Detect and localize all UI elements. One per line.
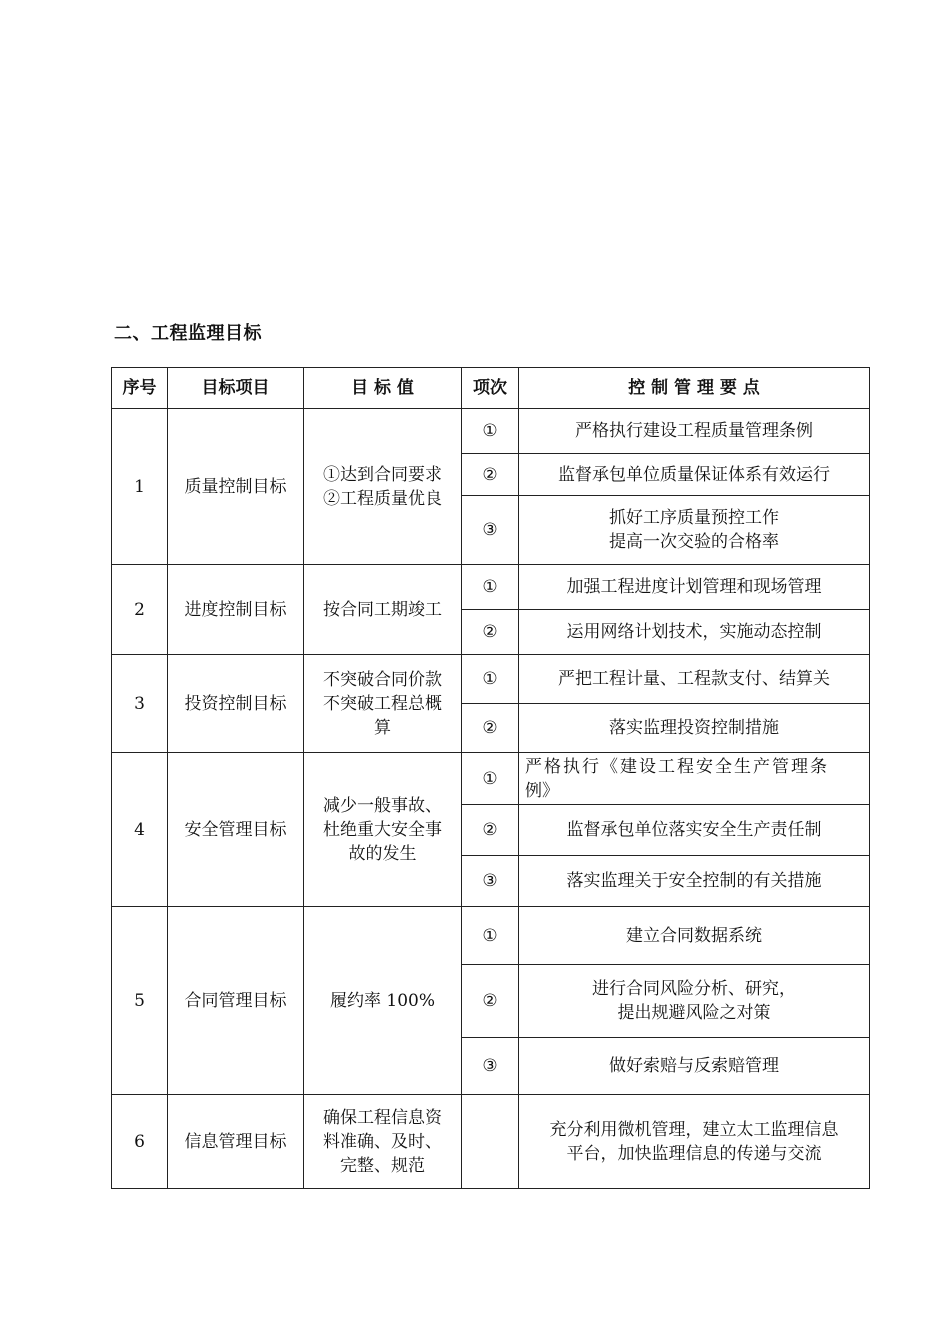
point-line: 落实监理投资控制措施 [609, 718, 779, 738]
row-seq: 5 [112, 907, 168, 1095]
header-value: 目 标 值 [304, 368, 462, 409]
point-line: 提出规避风险之对策 [617, 1003, 771, 1023]
value-line: 履约率 100% [329, 990, 435, 1011]
sub-mark: ③ [462, 856, 519, 907]
table-row [112, 1095, 870, 1189]
sub-mark: ③ [462, 496, 519, 565]
table-row [112, 565, 870, 610]
table-row [112, 753, 870, 805]
value-line: ①达到合同要求 [323, 464, 442, 485]
point-text [519, 565, 870, 610]
row-item: 信息管理目标 [168, 1095, 304, 1189]
point-line: 平台，加快监理信息的传递与交流 [566, 1143, 822, 1164]
value-line: 完整、规范 [340, 1155, 425, 1176]
row-value [304, 409, 462, 565]
point-line: 做好索赔与反索赔管理 [609, 1056, 779, 1076]
point-line: 提高一次交验的合格率 [609, 532, 779, 552]
row-item: 进度控制目标 [168, 565, 304, 655]
sub-mark: ② [462, 454, 519, 496]
point-line: 监督承包单位落实安全生产责任制 [566, 820, 822, 840]
sub-mark: ② [462, 610, 519, 655]
point-line: 严把工程计量、工程款支付、结算关 [558, 669, 830, 689]
point-line: 建立合同数据系统 [626, 925, 762, 946]
row-value [304, 753, 462, 907]
point-text [519, 856, 870, 907]
row-value [304, 1095, 462, 1189]
row-item: 投资控制目标 [168, 655, 304, 753]
point-text [519, 454, 870, 496]
supervision-goals-table [111, 367, 870, 1189]
point-text [519, 753, 870, 805]
sub-mark: ② [462, 805, 519, 856]
value-line: 确保工程信息资 [323, 1107, 442, 1128]
row-seq: 1 [112, 409, 168, 565]
value-line: 不突破工程总概 [323, 693, 442, 714]
row-seq: 3 [112, 655, 168, 753]
value-line: 料准确、及时、 [323, 1131, 442, 1152]
sub-mark: ① [462, 655, 519, 704]
value-line: 不突破合同价款 [323, 669, 442, 690]
point-line: 严格执行《建设工程安全生产管理条 [525, 756, 829, 777]
header-sub: 项次 [462, 368, 519, 409]
point-text [519, 965, 870, 1038]
table-row [112, 655, 870, 704]
row-seq: 4 [112, 753, 168, 907]
sub-mark: ① [462, 409, 519, 454]
point-text [519, 907, 870, 965]
header-seq: 序号 [112, 368, 168, 409]
value-line: 算 [374, 717, 391, 738]
header-item: 目标项目 [168, 368, 304, 409]
sub-mark: ① [462, 753, 519, 805]
row-value [304, 565, 462, 655]
point-line: 例》 [525, 780, 559, 801]
point-text [519, 496, 870, 565]
sub-mark: ③ [462, 1038, 519, 1095]
value-line: 按合同工期竣工 [323, 599, 442, 620]
value-line: 故的发生 [348, 843, 417, 864]
point-line: 运用网络计划技术，实施动态控制 [566, 622, 822, 642]
point-line: 加强工程进度计划管理和现场管理 [566, 577, 822, 597]
point-text [519, 655, 870, 704]
point-line: 进行合同风险分析、研究， [592, 979, 796, 999]
row-seq: 6 [112, 1095, 168, 1189]
point-text [519, 409, 870, 454]
sub-mark: ② [462, 704, 519, 753]
value-line: 杜绝重大安全事 [323, 819, 442, 840]
point-line: 严格执行建设工程质量管理条例 [575, 421, 813, 441]
row-item: 合同管理目标 [168, 907, 304, 1095]
point-text [519, 1038, 870, 1095]
sub-mark: ② [462, 965, 519, 1038]
sub-mark [462, 1095, 519, 1189]
header-points: 控 制 管 理 要 点 [519, 368, 870, 409]
point-text [519, 610, 870, 655]
value-line: 减少一般事故、 [323, 795, 442, 816]
row-value [304, 655, 462, 753]
sub-mark: ① [462, 565, 519, 610]
point-line: 抓好工序质量预控工作 [609, 508, 779, 528]
table-row [112, 907, 870, 965]
table-header-row [112, 368, 870, 409]
point-text [519, 805, 870, 856]
sub-mark: ① [462, 907, 519, 965]
point-text [519, 704, 870, 753]
row-seq: 2 [112, 565, 168, 655]
point-line: 监督承包单位质量保证体系有效运行 [558, 464, 830, 485]
point-line: 落实监理关于安全控制的有关措施 [566, 871, 822, 891]
section-heading: 二、工程监理目标 [114, 323, 262, 344]
table-row [112, 409, 870, 454]
point-line: 充分利用微机管理，建立太工监理信息 [549, 1119, 839, 1140]
point-text [519, 1095, 870, 1189]
row-item: 质量控制目标 [168, 409, 304, 565]
row-item: 安全管理目标 [168, 753, 304, 907]
row-value [304, 907, 462, 1095]
value-line: ②工程质量优良 [323, 488, 442, 509]
